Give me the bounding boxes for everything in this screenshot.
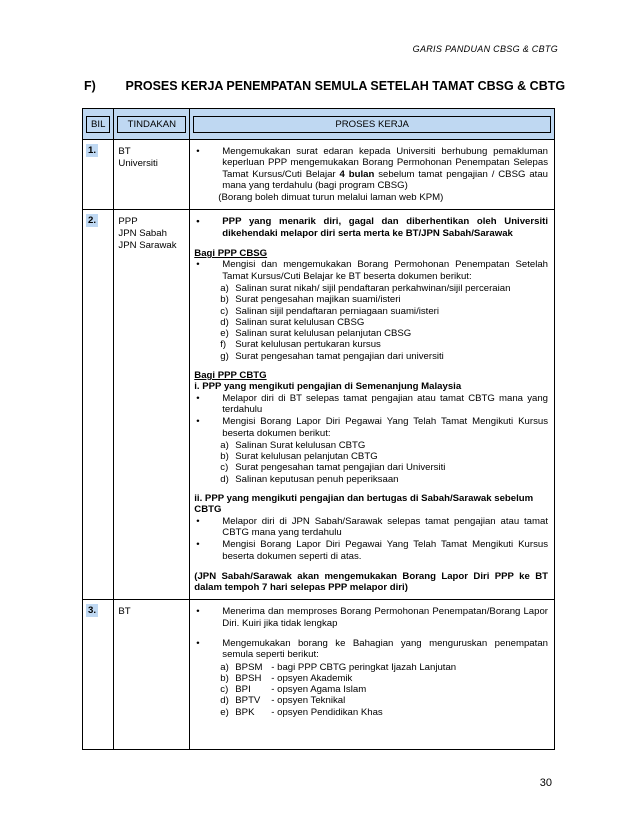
bullet-icon: • <box>196 539 200 551</box>
running-header: GARIS PANDUAN CBSG & CBTG <box>412 44 558 54</box>
bullet-icon: • <box>196 416 200 428</box>
bullet-text: Menerima dan memproses Borang Permohonan Penempatan/Borang Lapor Diri. Kuiri jika tidak lengkap <box>222 606 548 629</box>
text-part: Mengemukakan surat edaran kepada Universiti berhubung pemakluman keperluan PPP mengemukakan Borang Permohonan Penempatan Selepas Tamat Kursus/Cuti Belajar <box>222 146 548 180</box>
bullet-text <box>222 146 548 191</box>
division-list <box>194 662 548 718</box>
division-code: BPK <box>235 706 255 718</box>
list-item-text: Surat pengesahan tamat pengajian dari Universiti <box>235 462 446 474</box>
bullet-text: PPP yang menarik diri, gagal dan diberhentikan oleh Universiti dikehendaki melapor diri serta merta ke BT/JPN Sabah/Sarawak <box>222 216 548 239</box>
list-item <box>194 462 548 473</box>
document-list <box>194 440 548 485</box>
header-proses-label: PROSES KERJA <box>193 116 551 133</box>
list-item-letter: c) <box>220 684 229 696</box>
bullet-icon: • <box>196 392 200 404</box>
bullet-icon: • <box>196 259 200 271</box>
list-item-text: Salinan surat nikah/ sijil pendaftaran perkahwinan/sijil perceraian <box>235 282 511 294</box>
header-proses <box>190 109 555 140</box>
bullet-item <box>194 259 548 282</box>
list-item-letter: f) <box>220 339 227 351</box>
division-code: BPTV <box>235 695 261 707</box>
header-tindakan-label: TINDAKAN <box>117 116 186 133</box>
bullet-item <box>194 606 548 629</box>
list-item-letter: b) <box>220 672 229 684</box>
closing-note: (JPN Sabah/Sarawak akan mengemukakan Borang Lapor Diri PPP ke BT dalam tempoh 7 hari selepas PPP melapor diri) <box>194 570 548 594</box>
bullet-item <box>194 393 548 416</box>
division-code: BPSH <box>235 672 262 684</box>
table-row <box>83 140 555 210</box>
list-item-text: - opsyen Akademik <box>271 672 353 684</box>
process-cell <box>190 140 555 210</box>
list-item <box>194 451 548 462</box>
list-item-letter: d) <box>220 473 229 485</box>
list-item-letter: a) <box>220 282 229 294</box>
header-tindakan <box>114 109 190 140</box>
list-item-letter: b) <box>220 451 229 463</box>
bullet-text: Melapor diri di JPN Sabah/Sarawak selepas tamat pengajian atau tamat CBTG mana yang terdahulu <box>222 515 548 538</box>
division-code: BPSM <box>235 661 263 673</box>
list-item <box>194 294 548 305</box>
subheading: Bagi PPP CBSG <box>194 248 268 260</box>
bullet-text: Mengisi dan mengemukakan Borang Permohonan Penempatan Setelah Tamat Kursus/Cuti Belajar ke BT beserta dokumen berikut: <box>222 259 548 282</box>
list-item-letter: c) <box>220 305 229 317</box>
bullet-text: Melapor diri di BT selepas tamat pengajian atau tamat CBTG mana yang terdahulu <box>222 392 548 415</box>
bullet-icon: • <box>196 637 200 649</box>
bullet-icon: • <box>196 146 200 157</box>
row-number: 1. <box>88 145 97 156</box>
action-line: Universiti <box>118 158 158 169</box>
list-item <box>194 695 548 706</box>
action-line: BT <box>118 606 131 618</box>
list-item-letter: a) <box>220 661 229 673</box>
list-item-letter: g) <box>220 350 229 362</box>
list-item-text: - opsyen Agama Islam <box>271 684 367 696</box>
action-line: PPP <box>118 216 138 228</box>
row-number-cell <box>83 140 114 210</box>
text-part: sebelum tamat pengajian / CBSG atau mana yang terdahulu (bagi program CBSG) <box>222 168 549 191</box>
table-row <box>83 600 555 750</box>
list-item <box>194 474 548 485</box>
subheading: i. PPP yang mengikuti pengajian di Semenanjung Malaysia <box>194 381 462 393</box>
bullet-icon: • <box>196 515 200 527</box>
bullet-text: Mengemukakan borang ke Bahagian yang menguruskan penempatan semula seperti berikut: <box>222 637 548 661</box>
process-table <box>82 108 555 750</box>
document-list <box>194 283 548 362</box>
action-line: BT <box>118 146 131 157</box>
row-number: 2. <box>88 215 97 227</box>
list-item <box>194 662 548 673</box>
subheading: ii. PPP yang mengikuti pengajian dan bertugas di Sabah/Sarawak sebelum CBTG <box>194 493 534 516</box>
list-item <box>194 317 548 328</box>
list-item-text: Surat kelulusan pertukaran kursus <box>235 339 381 351</box>
list-item-text: Surat kelulusan pelanjutan CBTG <box>235 451 378 463</box>
division-code: BPI <box>235 684 251 696</box>
action-line: JPN Sarawak <box>118 240 177 252</box>
list-item-letter: d) <box>220 695 229 707</box>
list-item-text: - bagi PPP CBTG peringkat Ijazah Lanjutan <box>271 661 457 673</box>
list-item <box>194 328 548 339</box>
bullet-icon: • <box>196 606 200 618</box>
section-title <box>84 79 565 93</box>
bullet-icon: • <box>196 216 200 228</box>
bullet-item <box>194 216 548 239</box>
section-letter: F) <box>84 79 96 93</box>
bullet-item <box>194 638 548 661</box>
row-number-cell <box>83 210 114 600</box>
list-item <box>194 673 548 684</box>
bullet-item <box>194 146 548 191</box>
bullet-text: Mengisi Borang Lapor Diri Pegawai Yang Telah Tamat Mengikuti Kursus beserta dokumen berikut: <box>222 416 548 439</box>
list-item-text: - opsyen Pendidikan Khas <box>271 706 383 718</box>
list-item-letter: c) <box>220 462 229 474</box>
action-cell <box>114 140 190 210</box>
action-cell <box>114 600 190 750</box>
table-row <box>83 210 555 600</box>
process-cell <box>190 600 555 750</box>
list-item-letter: a) <box>220 439 229 451</box>
list-item-text: Salinan surat kelulusan pelanjutan CBSG <box>235 328 412 340</box>
subheading: Bagi PPP CBTG <box>194 370 267 382</box>
list-item-text: Salinan surat kelulusan CBSG <box>235 316 365 328</box>
header-bil <box>83 109 114 140</box>
list-item-letter: e) <box>220 706 229 718</box>
list-item-letter: d) <box>220 316 229 328</box>
bullet-item <box>194 416 548 439</box>
page-number: 30 <box>539 777 552 789</box>
header-bil-label: BIL <box>86 116 110 133</box>
list-item-letter: e) <box>220 328 229 340</box>
table-header-row <box>83 109 555 140</box>
list-item-text: Surat pengesahan tamat pengajian dari universiti <box>235 350 444 362</box>
list-item-text: Salinan keputusan penuh peperiksaan <box>235 473 399 485</box>
list-item-text: - opsyen Teknikal <box>271 695 346 707</box>
action-cell <box>114 210 190 600</box>
note-text: (Borang boleh dimuat turun melalui laman web KPM) <box>218 192 444 204</box>
bold-text: 4 bulan <box>339 168 375 180</box>
bullet-item <box>194 539 548 562</box>
list-item-text: Surat pengesahan majikan suami/isteri <box>235 294 401 306</box>
bullet-item <box>194 516 548 539</box>
list-item <box>194 306 548 317</box>
list-item-text: Salinan sijil pendaftaran perniagaan suami/isteri <box>235 305 439 317</box>
list-item-letter: b) <box>220 294 229 306</box>
process-cell <box>190 210 555 600</box>
list-item <box>194 707 548 718</box>
list-item-text: Salinan Surat kelulusan CBTG <box>235 439 366 451</box>
row-number-cell <box>83 600 114 750</box>
action-line: JPN Sabah <box>118 228 167 240</box>
list-item <box>194 283 548 294</box>
list-item <box>194 339 548 350</box>
list-item <box>194 684 548 695</box>
row-number: 3. <box>88 605 97 617</box>
section-title-text: PROSES KERJA PENEMPATAN SEMULA SETELAH TAMAT CBSG & CBTG <box>125 79 566 93</box>
list-item <box>194 440 548 451</box>
bullet-text: Mengisi Borang Lapor Diri Pegawai Yang Telah Tamat Mengikuti Kursus beserta dokumen seperti di atas. <box>222 539 548 562</box>
list-item <box>194 351 548 362</box>
